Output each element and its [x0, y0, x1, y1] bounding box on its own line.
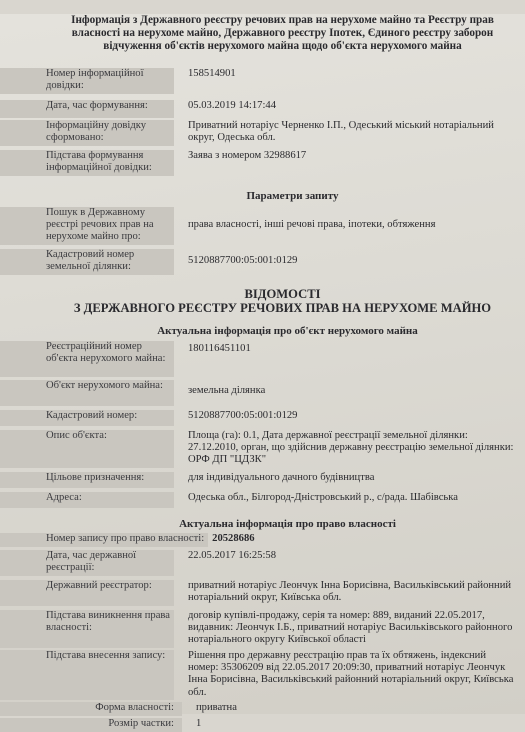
object-reg-label: Реєстраційний номер об'єкта нерухомого майна: [0, 341, 174, 377]
object-purpose-label: Цільове призначення: [0, 472, 174, 488]
query-search-value: права власності, інші речові права, іпотеки, обтяження [188, 219, 436, 230]
object-purpose-row [0, 472, 525, 488]
header-line-1: Інформація з Державного реєстру речових прав на нерухоме майно та Реєстру прав [71, 14, 494, 26]
object-type-row [0, 380, 525, 406]
ownership-registrar-label: Державний реєстратор: [0, 580, 174, 606]
info-formed-value: Приватний нотаріус Черненко І.П., Одеський міський нотаріальний округ, Одеська обл. [188, 120, 494, 144]
object-cad-label: Кадастровий номер: [0, 410, 174, 426]
info-number-value: 158514901 [188, 68, 236, 79]
header-line-3: відчуження об'єктів нерухомого майна щодо об'єкта нерухомого майна [103, 40, 462, 52]
header-line-2: власності на нерухоме майно, Державного реєстру Іпотек, Єдиного реєстру заборон [71, 27, 494, 39]
ownership-share-label: Розмір частки: [0, 718, 182, 732]
ownership-registrar-value: приватний нотаріус Леончук Інна Борисівна, Васильківський районний нотаріальний округ, Київська обл. [188, 580, 512, 604]
object-type-value: земельна ділянка [188, 385, 266, 396]
info-number-row [0, 68, 525, 94]
document-header [58, 14, 507, 53]
ownership-date-label: Дата, час державної реєстрації: [0, 550, 174, 576]
ownership-form-row [0, 702, 525, 716]
object-purpose-value: для індивідуального дачного будівництва [188, 472, 375, 483]
object-address-label: Адреса: [0, 492, 174, 508]
object-reg-row [0, 341, 525, 377]
object-cad-value: 5120887700:05:001:0129 [188, 410, 298, 421]
ownership-title: Актуальна інформація про право власності [179, 518, 396, 530]
query-cadastral-label: Кадастровий номер земельної ділянки: [0, 249, 174, 275]
object-desc-label: Опис об'єкта: [0, 430, 174, 468]
info-basis-row [0, 150, 525, 176]
query-search-label: Пошук в Державному реєстрі речових прав на нерухоме майно про: [0, 207, 174, 245]
main-title-line-1: ВІДОМОСТІ [244, 287, 321, 301]
object-reg-value: 180116451101 [188, 343, 251, 354]
ownership-record-label: Номер запису про право власності: [0, 533, 208, 547]
object-desc-row [0, 430, 525, 468]
object-section [0, 325, 525, 508]
object-desc-value: Площа (га): 0.1, Дата державної реєстрації земельної ділянки: 27.12.2010, орган, що здійснив державну реєстрацію земельної ділянки: ОРФ ДП "ЦДЗК" [188, 430, 514, 466]
main-title [0, 287, 525, 315]
info-date-value: 05.03.2019 14:17:44 [188, 100, 276, 111]
query-search-row [0, 207, 525, 245]
info-formed-label: Інформаційну довідку сформовано: [0, 120, 174, 146]
object-address-row [0, 492, 525, 508]
ownership-origin-value: договір купівлі-продажу, серія та номер: 889, виданий 22.05.2017, видавник: Леончук І.Б., приватний нотаріус Васильківського районного нотаріального округу Київської області [188, 610, 513, 646]
ownership-origin-label: Підстава виникнення права власності: [0, 610, 174, 648]
query-cadastral-row [0, 249, 525, 275]
ownership-date-value: 22.05.2017 16:25:58 [188, 550, 276, 561]
main-title-line-2: З ДЕРЖАВНОГО РЕЄСТРУ РЕЧОВИХ ПРАВ НА НЕРУХОМЕ МАЙНО [73, 301, 492, 315]
info-basis-value: Заява з номером 32988617 [188, 150, 307, 161]
ownership-origin-row [0, 610, 525, 648]
info-date-label: Дата, час формування: [0, 100, 174, 118]
object-type-label: Об'єкт нерухомого майна: [0, 380, 174, 406]
info-basis-label: Підстава формування інформаційної довідки: [0, 150, 174, 176]
object-address-value: Одеська обл., Білгород-Дністровський р., с/рада. Шабівська [188, 492, 458, 503]
query-cadastral-value: 5120887700:05:001:0129 [188, 255, 298, 266]
info-block [0, 68, 525, 176]
ownership-record-row [0, 533, 525, 547]
ownership-registrar-row [0, 580, 525, 606]
object-title: Актуальна інформація про об'єкт нерухомого майна [157, 325, 418, 337]
ownership-entry-label: Підстава внесення запису: [0, 650, 174, 700]
query-section [0, 190, 525, 275]
ownership-form-label: Форма власності: [0, 702, 182, 716]
ownership-record-value: 20528686 [212, 533, 255, 544]
ownership-entry-value: Рішення про державну реєстрацію прав та їх обтяжень, індексний номер: 35306209 від 22.05.2017 20:09:30, приватний нотаріус Леончук Інна Борисівна, Васильківський районний нотаріальний округ, Київська обл. [188, 650, 514, 698]
ownership-entry-row [0, 650, 525, 700]
info-date-row [0, 100, 525, 118]
ownership-form-value: приватна [196, 702, 237, 713]
info-number-label: Номер інформаційної довідки: [0, 68, 174, 94]
object-cad-row [0, 410, 525, 426]
ownership-section [0, 518, 525, 732]
ownership-share-value: 1 [196, 718, 202, 729]
info-formed-row [0, 120, 525, 146]
document-sheet [0, 14, 525, 729]
query-title: Параметри запиту [246, 190, 339, 202]
ownership-share-row [0, 718, 525, 732]
ownership-date-row [0, 550, 525, 576]
